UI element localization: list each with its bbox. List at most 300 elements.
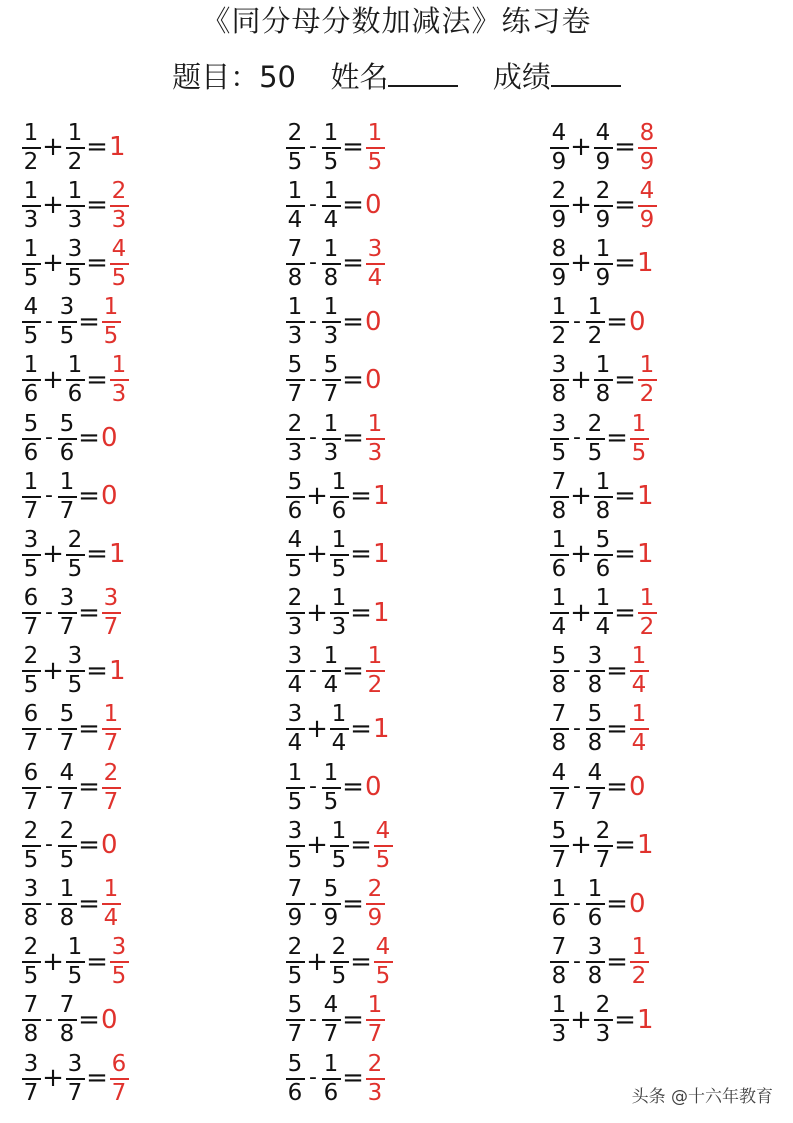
fraction [548, 761, 570, 814]
problem-row [20, 816, 270, 874]
problem-column-2 [284, 118, 534, 1107]
minus-sign: - [309, 1065, 317, 1091]
equals-sign: = [342, 306, 364, 337]
numerator: 6 [23, 759, 39, 786]
problem-row [284, 351, 534, 409]
equals-sign: = [606, 713, 628, 744]
fraction [20, 644, 42, 697]
numerator: 3 [551, 410, 567, 437]
numerator: 1 [631, 643, 647, 670]
denominator: 4 [287, 206, 303, 233]
numerator: 1 [103, 876, 119, 903]
fraction [548, 819, 570, 872]
fraction [20, 121, 42, 174]
fraction [20, 353, 42, 406]
minus-sign: - [573, 308, 581, 334]
answer-fraction [100, 761, 122, 814]
denominator: 2 [639, 381, 655, 408]
denominator: 7 [67, 1079, 83, 1106]
minus-sign: - [309, 308, 317, 334]
fraction [584, 295, 606, 348]
problem-row [284, 176, 534, 234]
denominator: 5 [551, 439, 567, 466]
answer-fraction [636, 179, 658, 232]
denominator: 6 [587, 905, 603, 932]
numerator: 4 [551, 759, 567, 786]
denominator: 4 [323, 672, 339, 699]
numerator: 2 [331, 934, 347, 961]
fraction [284, 295, 306, 348]
answer-fraction [364, 1052, 386, 1105]
problem-row [20, 991, 270, 1049]
numerator: 3 [287, 643, 303, 670]
denominator: 7 [23, 788, 39, 815]
numerator: 7 [287, 876, 303, 903]
denominator: 3 [367, 1079, 383, 1106]
denominator: 8 [551, 497, 567, 524]
numerator: 1 [631, 410, 647, 437]
plus-sign: + [570, 597, 592, 628]
fraction [320, 412, 342, 465]
answer-whole: 0 [365, 306, 382, 337]
numerator: 1 [331, 526, 347, 553]
answer-fraction [636, 586, 658, 639]
denominator: 3 [367, 439, 383, 466]
denominator: 4 [287, 672, 303, 699]
fraction [20, 993, 42, 1046]
problem-row [284, 933, 534, 991]
denominator: 7 [23, 614, 39, 641]
numerator: 1 [331, 468, 347, 495]
fraction [548, 644, 570, 697]
denominator: 5 [111, 963, 127, 990]
numerator: 1 [551, 992, 567, 1019]
numerator: 1 [323, 759, 339, 786]
minus-sign: - [45, 1006, 53, 1032]
plus-sign: + [42, 132, 64, 163]
fraction [56, 819, 78, 872]
denominator: 7 [587, 788, 603, 815]
answer-whole: 1 [373, 539, 390, 570]
fraction [64, 237, 86, 290]
denominator: 5 [103, 323, 119, 350]
denominator: 7 [59, 497, 75, 524]
answer-fraction [108, 1052, 130, 1105]
fraction [592, 819, 614, 872]
denominator: 7 [59, 614, 75, 641]
denominator: 7 [23, 730, 39, 757]
plus-sign: + [570, 364, 592, 395]
denominator: 7 [103, 788, 119, 815]
problem-row [548, 118, 793, 176]
equals-sign: = [614, 132, 636, 163]
problem-row [20, 758, 270, 816]
fraction [56, 412, 78, 465]
numerator: 5 [551, 817, 567, 844]
problem-row [20, 874, 270, 932]
equals-sign: = [342, 888, 364, 919]
fraction [20, 470, 42, 523]
numerator: 1 [287, 294, 303, 321]
denominator: 3 [111, 206, 127, 233]
numerator: 3 [367, 235, 383, 262]
minus-sign: - [309, 425, 317, 451]
denominator: 8 [587, 672, 603, 699]
fraction [20, 819, 42, 872]
answer-whole: 0 [101, 423, 118, 454]
problem-column-3 [548, 118, 793, 1049]
answer-fraction [628, 702, 650, 755]
denominator: 5 [367, 148, 383, 175]
denominator: 3 [323, 323, 339, 350]
numerator: 5 [287, 1050, 303, 1077]
minus-sign: - [45, 425, 53, 451]
denominator: 9 [551, 206, 567, 233]
numerator: 7 [59, 992, 75, 1019]
denominator: 7 [103, 730, 119, 757]
plus-sign: + [42, 946, 64, 977]
denominator: 5 [23, 555, 39, 582]
numerator: 1 [551, 585, 567, 612]
fraction [584, 877, 606, 930]
equals-sign: = [342, 132, 364, 163]
numerator: 6 [111, 1050, 127, 1077]
fraction [64, 644, 86, 697]
numerator: 1 [103, 294, 119, 321]
fraction [64, 121, 86, 174]
numerator: 4 [111, 235, 127, 262]
equals-sign: = [606, 888, 628, 919]
minus-sign: - [573, 948, 581, 974]
equals-sign: = [86, 190, 108, 221]
denominator: 6 [59, 439, 75, 466]
fraction [284, 179, 306, 232]
problem-row [284, 1049, 534, 1107]
equals-sign: = [614, 190, 636, 221]
equals-sign: = [78, 830, 100, 861]
denominator: 9 [323, 905, 339, 932]
problem-row [548, 700, 793, 758]
fraction [20, 295, 42, 348]
numerator: 1 [23, 468, 39, 495]
denominator: 2 [67, 148, 83, 175]
denominator: 8 [23, 905, 39, 932]
problem-row [548, 234, 793, 292]
denominator: 6 [23, 439, 39, 466]
fraction [584, 702, 606, 755]
denominator: 7 [23, 497, 39, 524]
answer-whole: 1 [373, 713, 390, 744]
problem-row [20, 642, 270, 700]
numerator: 1 [367, 119, 383, 146]
denominator: 5 [59, 846, 75, 873]
problem-row [284, 234, 534, 292]
equals-sign: = [606, 423, 628, 454]
fraction [56, 877, 78, 930]
fraction [328, 586, 350, 639]
numerator: 1 [59, 468, 75, 495]
minus-sign: - [309, 192, 317, 218]
equals-sign: = [614, 1004, 636, 1035]
numerator: 2 [103, 759, 119, 786]
problem-row [284, 293, 534, 351]
watermark-credit: 头条 @十六年教育 [631, 1087, 773, 1107]
problem-row [548, 351, 793, 409]
numerator: 7 [551, 934, 567, 961]
fraction [284, 702, 306, 755]
equals-sign: = [78, 423, 100, 454]
denominator: 8 [287, 264, 303, 291]
fraction [548, 586, 570, 639]
numerator: 4 [639, 177, 655, 204]
denominator: 8 [587, 963, 603, 990]
fraction [284, 412, 306, 465]
problem-count: 50 [259, 60, 296, 94]
numerator: 1 [287, 759, 303, 786]
denominator: 3 [595, 1021, 611, 1048]
problem-row [548, 293, 793, 351]
numerator: 1 [631, 934, 647, 961]
numerator: 5 [23, 410, 39, 437]
numerator: 5 [59, 410, 75, 437]
plus-sign: + [570, 830, 592, 861]
numerator: 3 [23, 526, 39, 553]
numerator: 2 [59, 817, 75, 844]
denominator: 8 [551, 672, 567, 699]
problem-row [20, 234, 270, 292]
fraction [20, 412, 42, 465]
numerator: 1 [367, 643, 383, 670]
denominator: 2 [631, 963, 647, 990]
denominator: 5 [287, 846, 303, 873]
denominator: 7 [367, 1021, 383, 1048]
fraction [320, 353, 342, 406]
denominator: 6 [331, 497, 347, 524]
numerator: 2 [23, 817, 39, 844]
fraction [584, 412, 606, 465]
numerator: 1 [587, 876, 603, 903]
denominator: 5 [287, 788, 303, 815]
score-blank[interactable] [551, 59, 621, 87]
plus-sign: + [570, 132, 592, 163]
plus-sign: + [570, 190, 592, 221]
numerator: 5 [59, 701, 75, 728]
answer-fraction [100, 877, 122, 930]
answer-fraction [364, 412, 386, 465]
fraction [56, 702, 78, 755]
equals-sign: = [78, 888, 100, 919]
equals-sign: = [606, 772, 628, 803]
minus-sign: - [45, 890, 53, 916]
numerator: 7 [23, 992, 39, 1019]
numerator: 2 [287, 934, 303, 961]
numerator: 1 [67, 119, 83, 146]
numerator: 5 [287, 468, 303, 495]
numerator: 1 [551, 294, 567, 321]
fraction [20, 179, 42, 232]
denominator: 8 [59, 1021, 75, 1048]
numerator: 4 [59, 759, 75, 786]
equals-sign: = [614, 481, 636, 512]
equals-sign: = [350, 481, 372, 512]
numerator: 5 [587, 701, 603, 728]
equals-sign: = [86, 655, 108, 686]
problem-row [284, 525, 534, 583]
denominator: 8 [23, 1021, 39, 1048]
answer-whole: 0 [101, 830, 118, 861]
equals-sign: = [342, 190, 364, 221]
equals-sign: = [78, 306, 100, 337]
fraction [320, 295, 342, 348]
answer-whole: 1 [637, 539, 654, 570]
numerator: 1 [323, 410, 339, 437]
fraction [284, 586, 306, 639]
fraction [320, 1052, 342, 1105]
numerator: 1 [595, 585, 611, 612]
minus-sign: - [45, 774, 53, 800]
fraction [584, 935, 606, 988]
answer-whole: 0 [365, 364, 382, 395]
denominator: 7 [103, 614, 119, 641]
numerator: 2 [67, 526, 83, 553]
fraction [584, 761, 606, 814]
fraction [584, 644, 606, 697]
denominator: 8 [323, 264, 339, 291]
minus-sign: - [45, 308, 53, 334]
denominator: 7 [551, 846, 567, 873]
numerator: 1 [587, 294, 603, 321]
numerator: 3 [67, 1050, 83, 1077]
denominator: 5 [67, 672, 83, 699]
denominator: 3 [323, 439, 339, 466]
equals-sign: = [350, 539, 372, 570]
numerator: 2 [23, 934, 39, 961]
fraction [548, 412, 570, 465]
numerator: 3 [287, 817, 303, 844]
fraction [592, 470, 614, 523]
numerator: 5 [551, 643, 567, 670]
denominator: 8 [551, 730, 567, 757]
problem-row [548, 758, 793, 816]
problem-row [284, 409, 534, 467]
numerator: 2 [595, 177, 611, 204]
problem-row [20, 700, 270, 758]
denominator: 7 [287, 1021, 303, 1048]
fraction [284, 1052, 306, 1105]
numerator: 6 [23, 585, 39, 612]
denominator: 3 [331, 614, 347, 641]
numerator: 7 [551, 701, 567, 728]
fraction [548, 993, 570, 1046]
numerator: 4 [375, 934, 391, 961]
minus-sign: - [309, 657, 317, 683]
fraction [284, 237, 306, 290]
fraction [64, 935, 86, 988]
numerator: 1 [331, 701, 347, 728]
numerator: 1 [323, 177, 339, 204]
numerator: 2 [287, 119, 303, 146]
plus-sign: + [42, 655, 64, 686]
numerator: 3 [23, 1050, 39, 1077]
fraction [328, 702, 350, 755]
numerator: 2 [595, 817, 611, 844]
denominator: 3 [551, 1021, 567, 1048]
name-blank[interactable] [388, 59, 458, 87]
plus-sign: + [306, 946, 328, 977]
equals-sign: = [86, 248, 108, 279]
denominator: 8 [59, 905, 75, 932]
answer-whole: 1 [637, 1004, 654, 1035]
fraction [548, 935, 570, 988]
fraction [284, 470, 306, 523]
fraction [20, 935, 42, 988]
answer-fraction [364, 877, 386, 930]
numerator: 1 [367, 410, 383, 437]
problem-row [548, 409, 793, 467]
fraction [548, 702, 570, 755]
equals-sign: = [86, 1063, 108, 1094]
plus-sign: + [42, 1063, 64, 1094]
numerator: 3 [551, 352, 567, 379]
denominator: 5 [23, 846, 39, 873]
denominator: 8 [595, 381, 611, 408]
minus-sign: - [45, 483, 53, 509]
denominator: 5 [287, 555, 303, 582]
fraction [592, 528, 614, 581]
score-label: 成绩 [492, 60, 551, 94]
equals-sign: = [78, 772, 100, 803]
equals-sign: = [86, 364, 108, 395]
answer-fraction [100, 295, 122, 348]
denominator: 7 [595, 846, 611, 873]
fraction [592, 121, 614, 174]
denominator: 3 [67, 206, 83, 233]
problem-row [20, 293, 270, 351]
numerator: 1 [23, 352, 39, 379]
denominator: 3 [287, 323, 303, 350]
problem-row [284, 700, 534, 758]
numerator: 1 [639, 352, 655, 379]
denominator: 4 [551, 614, 567, 641]
numerator: 1 [23, 119, 39, 146]
numerator: 3 [287, 701, 303, 728]
fraction [328, 935, 350, 988]
answer-fraction [100, 702, 122, 755]
numerator: 7 [287, 235, 303, 262]
minus-sign: - [309, 890, 317, 916]
numerator: 5 [595, 526, 611, 553]
fraction [548, 877, 570, 930]
denominator: 2 [551, 323, 567, 350]
denominator: 7 [323, 1021, 339, 1048]
problem-row [20, 584, 270, 642]
denominator: 7 [59, 730, 75, 757]
denominator: 6 [551, 555, 567, 582]
answer-fraction [372, 819, 394, 872]
numerator: 3 [67, 643, 83, 670]
equals-sign: = [86, 946, 108, 977]
numerator: 1 [23, 177, 39, 204]
fraction [284, 761, 306, 814]
fraction [284, 877, 306, 930]
fraction [56, 586, 78, 639]
denominator: 8 [551, 963, 567, 990]
denominator: 6 [323, 1079, 339, 1106]
denominator: 2 [587, 323, 603, 350]
minus-sign: - [45, 715, 53, 741]
answer-whole: 0 [629, 306, 646, 337]
denominator: 5 [23, 672, 39, 699]
